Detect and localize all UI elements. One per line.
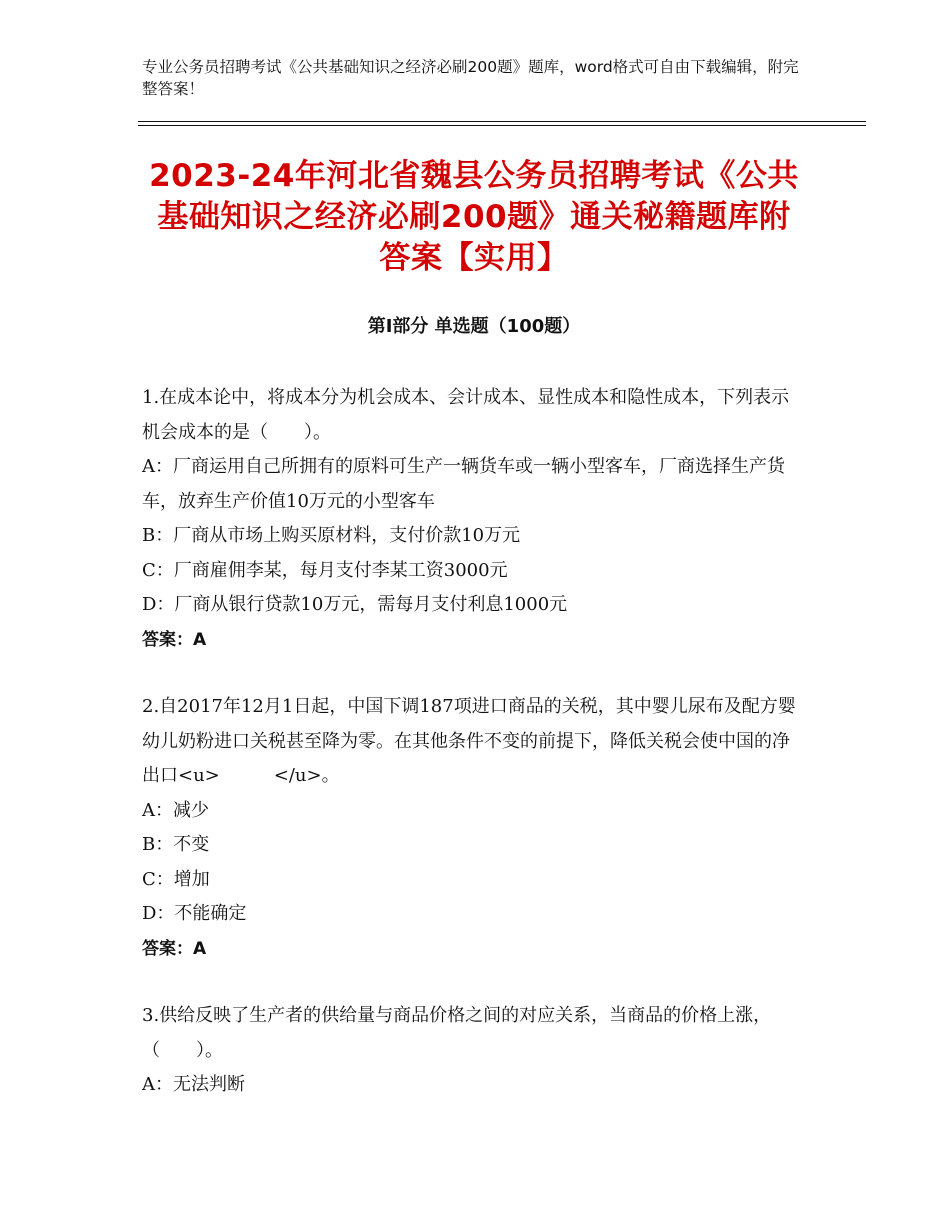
option-a: A：厂商运用自己所拥有的原料可生产一辆货车或一辆小型客车，厂商选择生产货车，放弃生产价值10万元的小型客车	[142, 456, 785, 512]
option-c: C：增加	[142, 868, 210, 890]
header-note: 专业公务员招聘考试《公共基础知识之经济必刷200题》题库，word格式可自由下载编辑，附完整答案！	[142, 58, 799, 98]
answer: 答案：A	[142, 629, 207, 650]
option-a: A：减少	[142, 799, 209, 821]
section-title: 第Ⅰ部分 单选题（100题）	[367, 316, 581, 337]
option-d: D：厂商从银行贷款10万元，需每月支付利息1000元	[142, 594, 568, 615]
question-3	[142, 999, 806, 1103]
question-stem: 2.自2017年12月1日起，中国下调187项进口商品的关税，其中婴儿尿布及配方婴幼儿奶粉进口关税甚至降为零。在其他条件不变的前提下，降低关税会使中国的净出口<u> </u>。	[142, 696, 796, 786]
question-2	[142, 690, 806, 966]
question-list	[142, 381, 806, 1136]
answer: 答案：A	[142, 938, 207, 959]
document-title: 2023-24年河北省魏县公务员招聘考试《公共基础知识之经济必刷200题》通关秘籍题库附答案【实用】	[149, 158, 799, 276]
question-1	[142, 381, 806, 657]
option-b: B：厂商从市场上购买原材料，支付价款10万元	[142, 525, 521, 546]
header-rule-top	[138, 121, 866, 122]
option-a: A：无法判断	[142, 1074, 245, 1095]
header-rule-bottom	[138, 125, 866, 126]
option-d: D：不能确定	[142, 903, 247, 924]
question-stem: 3.供给反映了生产者的供给量与商品价格之间的对应关系，当商品的价格上涨，（ ）。	[142, 1005, 772, 1061]
question-stem: 1.在成本论中，将成本分为机会成本、会计成本、显性成本和隐性成本，下列表示机会成本的是（ ）。	[142, 387, 790, 443]
option-b: B：不变	[142, 834, 210, 855]
option-c: C：厂商雇佣李某，每月支付李某工资3000元	[142, 559, 508, 581]
